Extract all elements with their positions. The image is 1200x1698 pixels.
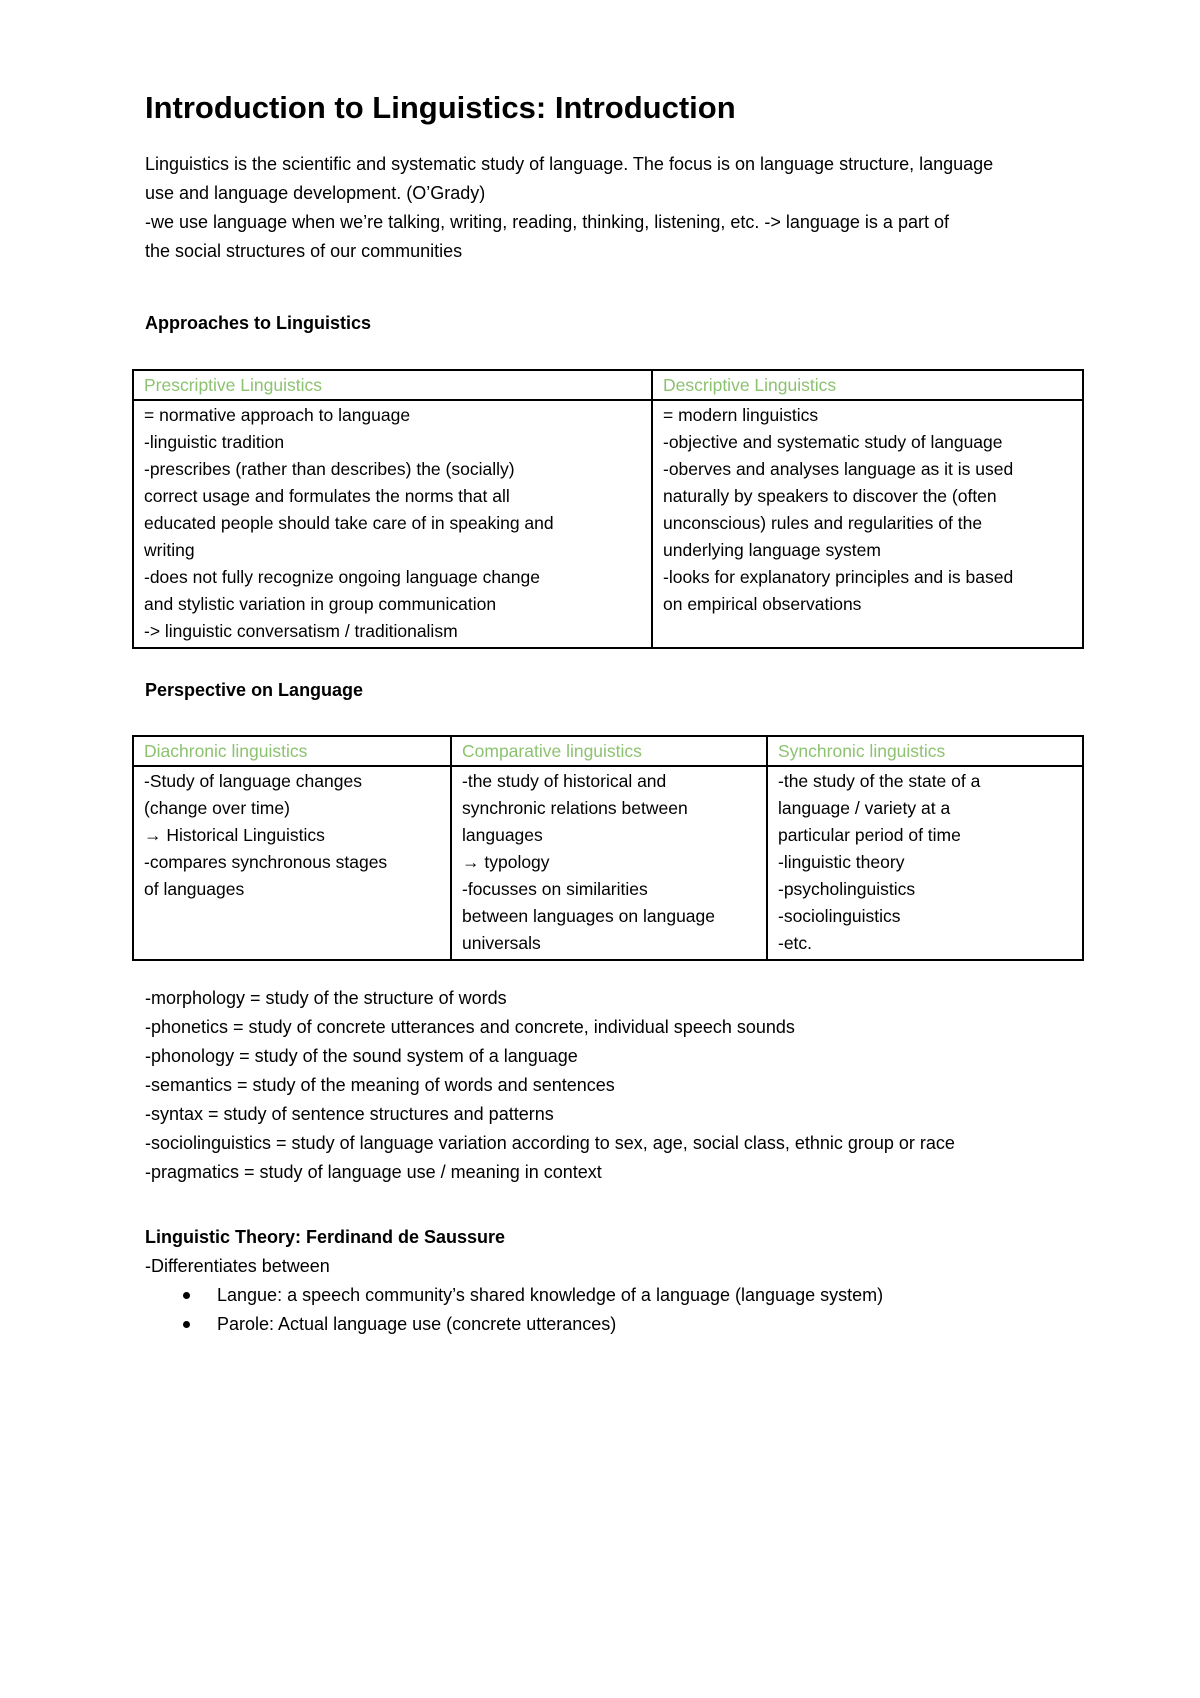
cell-line: and stylistic variation in group communication xyxy=(144,594,497,614)
diachronic-cell xyxy=(133,766,451,960)
definition-line: -syntax = study of sentence structures and patterns xyxy=(145,1104,554,1124)
saussure-heading: Linguistic Theory: Ferdinand de Saussure xyxy=(145,1227,506,1247)
cell-line: -the study of historical and xyxy=(462,771,667,791)
approaches-table xyxy=(132,369,1084,649)
bullet-icon xyxy=(183,1292,190,1299)
definition-line: -morphology = study of the structure of words xyxy=(145,988,507,1008)
cell-line: → typology xyxy=(462,852,550,872)
cell-line: -sociolinguistics xyxy=(778,906,901,926)
cell-line: = normative approach to language xyxy=(144,405,411,425)
prescriptive-cell xyxy=(133,400,652,648)
table-header-cell: Prescriptive Linguistics xyxy=(133,370,652,400)
cell-line: universals xyxy=(462,933,541,953)
table-header-cell: Synchronic linguistics xyxy=(767,736,1083,766)
comparative-cell xyxy=(451,766,767,960)
bullet-icon xyxy=(183,1321,190,1328)
bullet-text: Langue: a speech community’s shared knowledge of a language (language system) xyxy=(217,1285,884,1305)
cell-line: writing xyxy=(144,540,195,560)
synchronic-cell xyxy=(767,766,1083,960)
cell-line: educated people should take care of in speaking and xyxy=(144,513,554,533)
cell-line: of languages xyxy=(144,879,245,899)
cell-line: correct usage and formulates the norms that all xyxy=(144,486,510,506)
cell-line: → Historical Linguistics xyxy=(144,825,325,845)
cell-line: -> linguistic conversatism / traditionalism xyxy=(144,621,458,641)
definition-line: -sociolinguistics = study of language variation according to sex, age, social class, ethnic group or race xyxy=(145,1133,955,1153)
cell-line: -compares synchronous stages xyxy=(144,852,388,872)
intro-line: use and language development. (O’Grady) xyxy=(145,183,486,203)
approaches-heading: Approaches to Linguistics xyxy=(145,313,372,333)
cell-line: between languages on language xyxy=(462,906,715,926)
definition-line: -semantics = study of the meaning of words and sentences xyxy=(145,1075,615,1095)
perspective-table xyxy=(132,735,1084,961)
table-header-row xyxy=(133,736,1083,766)
intro-line: the social structures of our communities xyxy=(145,241,463,261)
saussure-intro: -Differentiates between xyxy=(145,1256,330,1276)
intro-paragraph xyxy=(145,150,993,266)
intro-line: Linguistics is the scientific and systematic study of language. The focus is on language structure, language xyxy=(145,154,994,174)
page-title: Introduction to Linguistics: Introduction xyxy=(145,90,736,125)
cell-line: -linguistic theory xyxy=(778,852,905,872)
bullet-text: Parole: Actual language use (concrete utterances) xyxy=(217,1314,617,1334)
definitions-list xyxy=(145,984,955,1187)
cell-line: -the study of the state of a xyxy=(778,771,981,791)
cell-line: naturally by speakers to discover the (often xyxy=(663,486,997,506)
definition-line: -pragmatics = study of language use / meaning in context xyxy=(145,1162,602,1182)
cell-line: -Study of language changes xyxy=(144,771,362,791)
cell-line: underlying language system xyxy=(663,540,881,560)
definition-line: -phonetics = study of concrete utterances and concrete, individual speech sounds xyxy=(145,1017,795,1037)
cell-line: languages xyxy=(462,825,543,845)
cell-line: -oberves and analyses language as it is used xyxy=(663,459,1014,479)
table-row xyxy=(133,400,1083,648)
cell-line: -etc. xyxy=(778,933,813,953)
saussure-bullet-list xyxy=(145,1281,883,1339)
table-header-cell: Descriptive Linguistics xyxy=(652,370,1083,400)
cell-line: -linguistic tradition xyxy=(144,432,285,452)
cell-line: language / variety at a xyxy=(778,798,951,818)
list-item xyxy=(145,1310,883,1339)
cell-line: particular period of time xyxy=(778,825,961,845)
table-header-row xyxy=(133,370,1083,400)
cell-line: -prescribes (rather than describes) the (socially) xyxy=(144,459,515,479)
cell-line: synchronic relations between xyxy=(462,798,688,818)
cell-line: (change over time) xyxy=(144,798,290,818)
perspective-heading: Perspective on Language xyxy=(145,680,364,700)
cell-line: -psycholinguistics xyxy=(778,879,916,899)
cell-line: on empirical observations xyxy=(663,594,862,614)
cell-line: -looks for explanatory principles and is based xyxy=(663,567,1014,587)
cell-line: = modern linguistics xyxy=(663,405,819,425)
cell-line: -does not fully recognize ongoing language change xyxy=(144,567,540,587)
definition-line: -phonology = study of the sound system of a language xyxy=(145,1046,578,1066)
table-header-cell: Comparative linguistics xyxy=(451,736,767,766)
table-header-cell: Diachronic linguistics xyxy=(133,736,451,766)
cell-line: unconscious) rules and regularities of the xyxy=(663,513,983,533)
cell-line: -focusses on similarities xyxy=(462,879,648,899)
table-row xyxy=(133,766,1083,960)
list-item xyxy=(145,1281,883,1310)
intro-line: -we use language when we’re talking, writing, reading, thinking, listening, etc. -> language is a part of xyxy=(145,212,949,232)
cell-line: -objective and systematic study of language xyxy=(663,432,1003,452)
descriptive-cell xyxy=(652,400,1083,648)
